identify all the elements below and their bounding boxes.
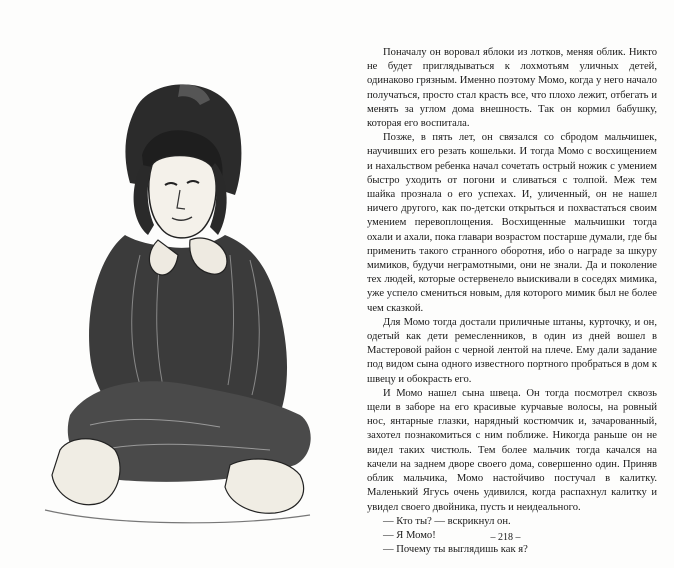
paragraph: Позже, в пять лет, он связался со сбродом мальчишек, научивших его резать кошельки. И тогда Момо с восхищением и нахальством ребенка начал сочетать острый ножик с умением быстро уходить от погони и сливаться с толпой. Меж тем шайка прознала о его успехах. И, уличенный, он не нашел ничего другого, как по-детски открыться и похвастаться своим умением перевоплощения. Восхищенные мальчишки тогда охали и ахали, пока главари возрастом постарше думали, где бы применить такого странного оборотня, ибо о награде за шкуру мимиков, будучи неграмотными, они не знали. Да и поколение тех людей, которые остервенело выискивали в соседях мимика, уже успело смениться новым, для которого мимик был не более чем сказкой. [367,132,657,314]
dialog-line: — Я Момо! [383,529,436,541]
text-block [367,46,657,557]
paragraph: Поначалу он воровал яблоки из лотков, меняя облик. Никто не будет приглядываться к лохмотьям уличных детей, одинаково грязным. Именно поэтому Момо, когда у него начало получаться, просто стал красть все, что плохо лежит, отбегать и менять за углом дома внешность. Так он кормил бабушку, которая его воспитала. [367,47,657,130]
paragraph: И Момо нашел сына швеца. Он тогда посмотрел сквозь щели в заборе на его красивые курчавые волосы, на ровный нос, янтарные глазки, нарядный костюмчик и, зачарованный, захотел познакомиться с ним поближе. Никогда раньше он не видел таких чистюль. Тем более мальчик тогда качался на качели на заднем дворе своего дома, совершенно один. Приняв облик мальчика, Момо настойчиво постучал в калитку. Маленький Ягусь очень удивился, когда распахнул калитку и увидел своего двойника, пусть и неидеального. [367,387,657,513]
paragraph: Для Момо тогда достали приличные штаны, курточку, и он, одетый как дети ремесленников, в один из дней вошел в Мастеровой район с черной лентой на плече. Ему дали задание под видом сына одного известного портного пробраться в дом к швецу и обокрасть его. [367,316,657,385]
dialog-line: — Почему ты выглядишь как я? [383,544,528,556]
dialog-line: — Кто ты? — вскрикнул он. [383,515,511,527]
page-number: – 218 – [490,532,521,543]
illustration-boy-crouching [30,55,320,535]
right-page [337,0,674,568]
